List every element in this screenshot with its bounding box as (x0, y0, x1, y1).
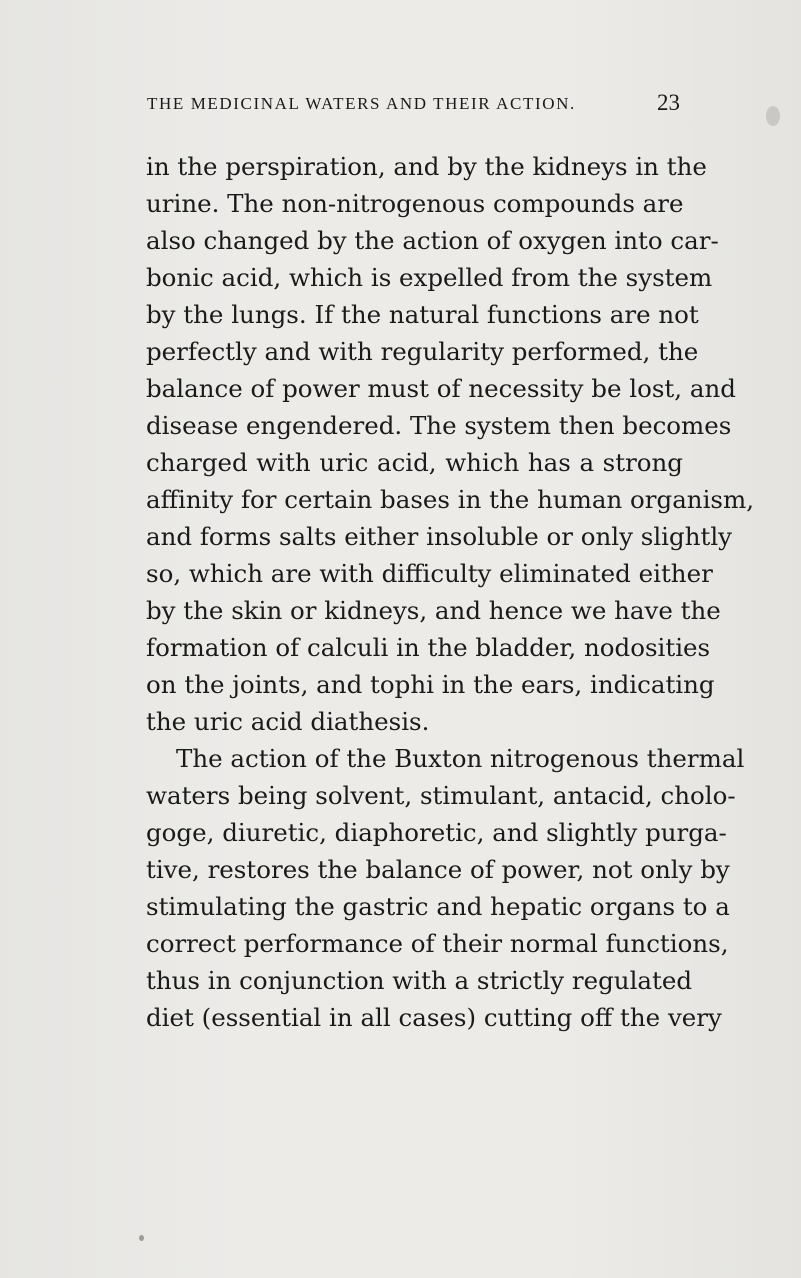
paper-stain (766, 106, 780, 126)
text-line: perfectly and with regularity performed, the (146, 337, 699, 366)
running-head (0, 90, 801, 120)
text-line: thus in conjunction with a strictly regulated (146, 966, 693, 995)
paper-speck (139, 1235, 144, 1241)
text-line: tive, restores the balance of power, not only by (146, 855, 730, 884)
text-line: The action of the Buxton nitrogenous thermal (176, 744, 745, 773)
text-line: by the lungs. If the natural functions are not (146, 300, 699, 329)
text-line: formation of calculi in the bladder, nodosities (146, 633, 711, 662)
text-line: waters being solvent, stimulant, antacid, cholo- (146, 781, 736, 810)
running-title: THE MEDICINAL WATERS AND THEIR ACTION. (147, 94, 576, 113)
text-line: stimulating the gastric and hepatic organs to a (146, 892, 730, 921)
text-line: bonic acid, which is expelled from the system (146, 263, 713, 292)
text-line: the uric acid diathesis. (146, 707, 430, 736)
text-line: by the skin or kidneys, and hence we have the (146, 596, 721, 625)
text-line: and forms salts either insoluble or only slightly (146, 522, 732, 551)
text-line: affinity for certain bases in the human organism, (146, 485, 755, 514)
text-line: correct performance of their normal functions, (146, 929, 729, 958)
text-line: disease engendered. The system then becomes (146, 411, 732, 440)
text-line: urine. The non-nitrogenous compounds are (146, 189, 684, 218)
text-line: in the perspiration, and by the kidneys in the (146, 152, 707, 181)
text-line: so, which are with difficulty eliminated either (146, 559, 713, 588)
text-line: also changed by the action of oxygen into car- (146, 226, 719, 255)
text-line: balance of power must of necessity be lost, and (146, 374, 736, 403)
text-line: goge, diuretic, diaphoretic, and slightly purga- (146, 818, 727, 847)
text-line: diet (essential in all cases) cutting off the very (146, 1003, 722, 1032)
page-number: 23 (657, 90, 680, 115)
text-line: charged with uric acid, which has a strong (146, 448, 683, 477)
text-line: on the joints, and tophi in the ears, indicating (146, 670, 715, 699)
